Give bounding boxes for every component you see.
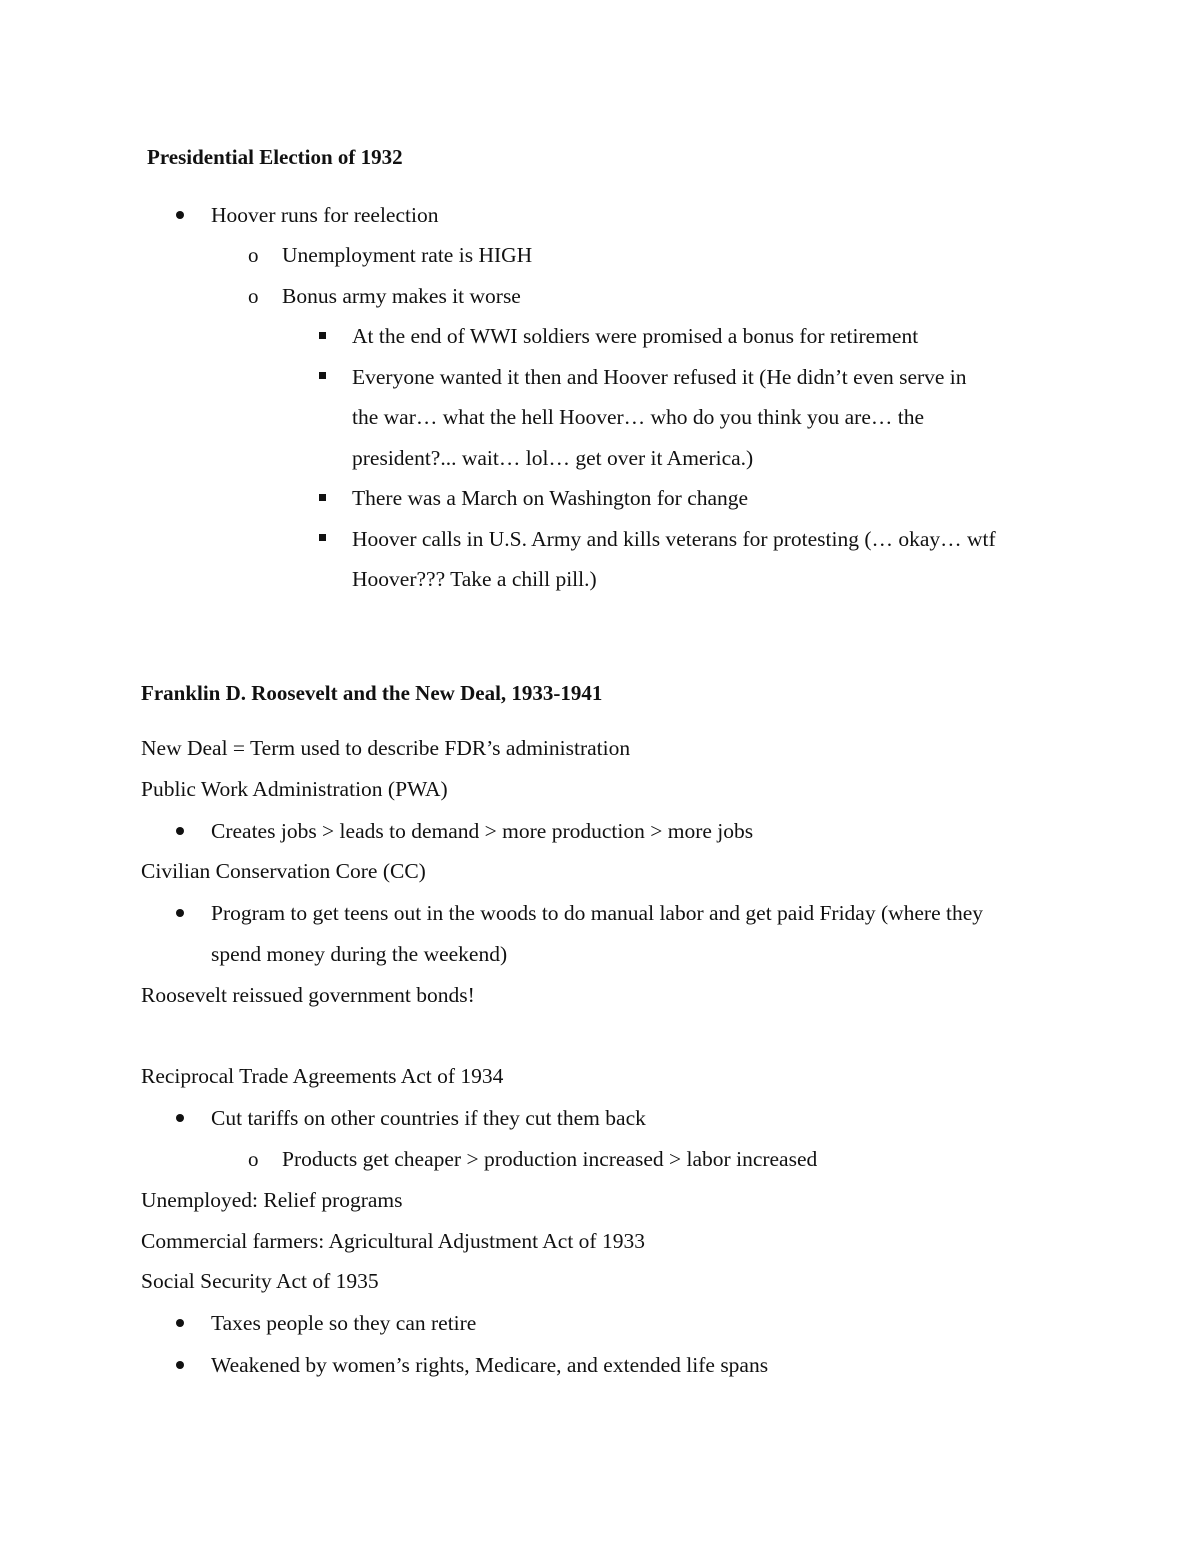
line-government-bonds: Roosevelt reissued government bonds! [141,983,475,1007]
list-item-teens-woods-line2: spend money during the weekend) [211,942,508,966]
bullet-square [319,494,326,501]
line-reciprocal-trade: Reciprocal Trade Agreements Act of 1934 [141,1064,504,1088]
list-item-taxes-retire: Taxes people so they can retire [211,1311,477,1335]
detail-item-army-veterans-line2: Hoover??? Take a chill pill.) [352,567,597,591]
line-social-security: Social Security Act of 1935 [141,1269,379,1293]
list-item-weakened: Weakened by women’s rights, Medicare, and extended life spans [211,1353,769,1377]
detail-item-army-veterans-line1: Hoover calls in U.S. Army and kills veterans for protesting (… okay… wtf [352,527,996,551]
bullet-dot [176,1361,184,1369]
detail-item-hoover-refused-line1: Everyone wanted it then and Hoover refused it (He didn’t even serve in [352,365,967,389]
sub-item-bonus-army: Bonus army makes it worse [282,284,521,308]
section-heading-new-deal: Franklin D. Roosevelt and the New Deal, 1933-1941 [141,681,603,705]
bullet-dot [176,909,184,917]
detail-item-hoover-refused-line3: president?... wait… lol… get over it America.) [352,446,754,470]
section-heading-election-1932: Presidential Election of 1932 [147,145,403,169]
line-unemployed-relief: Unemployed: Relief programs [141,1188,403,1212]
line-ccc: Civilian Conservation Core (CC) [141,859,426,883]
bullet-dot [176,827,184,835]
sub-item-products-cheaper: Products get cheaper > production increased > labor increased [282,1147,818,1171]
detail-item-march-washington: There was a March on Washington for change [352,486,749,510]
bullet-square [319,534,326,541]
bullet-square [319,372,326,379]
bullet-circle: o [248,1147,259,1171]
line-pwa: Public Work Administration (PWA) [141,777,448,801]
bullet-dot [176,211,184,219]
bullet-circle: o [248,243,259,267]
detail-item-wwi-bonus: At the end of WWI soldiers were promised a bonus for retirement [352,324,919,348]
list-item-hoover-reelection: Hoover runs for reelection [211,203,439,227]
bullet-dot [176,1319,184,1327]
bullet-square [319,332,326,339]
line-new-deal-definition: New Deal = Term used to describe FDR’s administration [141,736,631,760]
list-item-teens-woods-line1: Program to get teens out in the woods to do manual labor and get paid Friday (where they [211,901,984,925]
bullet-dot [176,1114,184,1122]
list-item-creates-jobs: Creates jobs > leads to demand > more production > more jobs [211,819,754,843]
line-commercial-farmers: Commercial farmers: Agricultural Adjustment Act of 1933 [141,1229,645,1253]
sub-item-unemployment: Unemployment rate is HIGH [282,243,533,267]
detail-item-hoover-refused-line2: the war… what the hell Hoover… who do you think you are… the [352,405,925,429]
bullet-circle: o [248,284,259,308]
list-item-cut-tariffs: Cut tariffs on other countries if they cut them back [211,1106,646,1130]
